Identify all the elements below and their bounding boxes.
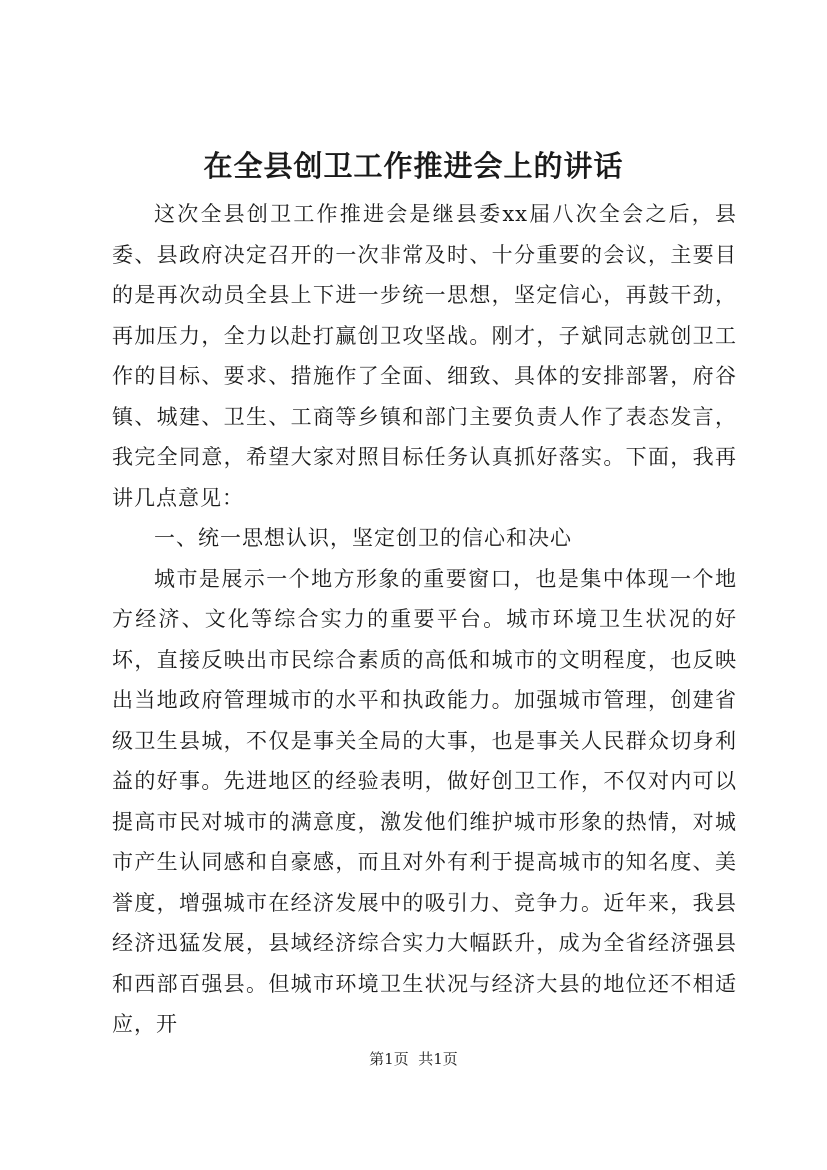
section-heading-1: 一、统一思想认识，坚定创卫的信心和决心 <box>154 526 572 550</box>
paragraph-section-1: 城市是展示一个地方形象的重要窗口，也是集中体现一个地方经济、文化等综合实力的重要平台。城市环境卫生状况的好坏，直接反映出市民综合素质的高低和城市的文明程度，也反映出当地政府管理城市的水平和执政能力。加强城市管理，创建省级卫生县城，不仅是事关全局的大事，也是事关人民群众切身利益的好事。先进地区的经验表明，做好创卫工作，不仅对内可以提高市民对城市的满意度，激发他们维护城市形象的热情，对城市产生认同感和自豪感，而且对外有利于提高城市的知名度、美誉度，增强城市在经济发展中的吸引力、竞争力。近年来，我县经济迅猛发展，县域经济综合实力大幅跃升，成为全省经济强县和西部百强县。但城市环境卫生状况与经济大县的地位还不相适应，开 <box>112 566 737 1036</box>
paragraph-intro: 这次全县创卫工作推进会是继县委xx届八次全会之后，县委、县政府决定召开的一次非常及时、十分重要的会议，主要目的是再次动员全县上下进一步统一思想，坚定信心，再鼓干劲，再加压力，全力以赴打赢创卫攻坚战。刚才，子斌同志就创卫工作的目标、要求、措施作了全面、细致、具体的安排部署，府谷镇、城建、卫生、工商等乡镇和部门主要负责人作了表态发言，我完全同意，希望大家对照目标任务认真抓好落实。下面，我再讲几点意见： <box>112 202 737 510</box>
footer-spacer <box>409 1050 419 1068</box>
page-footer <box>0 1049 827 1069</box>
page-number: 第1页 <box>369 1050 409 1068</box>
document-title: 在全县创卫工作推进会上的讲话 <box>203 149 624 183</box>
page-total: 共1页 <box>418 1050 458 1068</box>
document-body <box>112 194 737 1045</box>
